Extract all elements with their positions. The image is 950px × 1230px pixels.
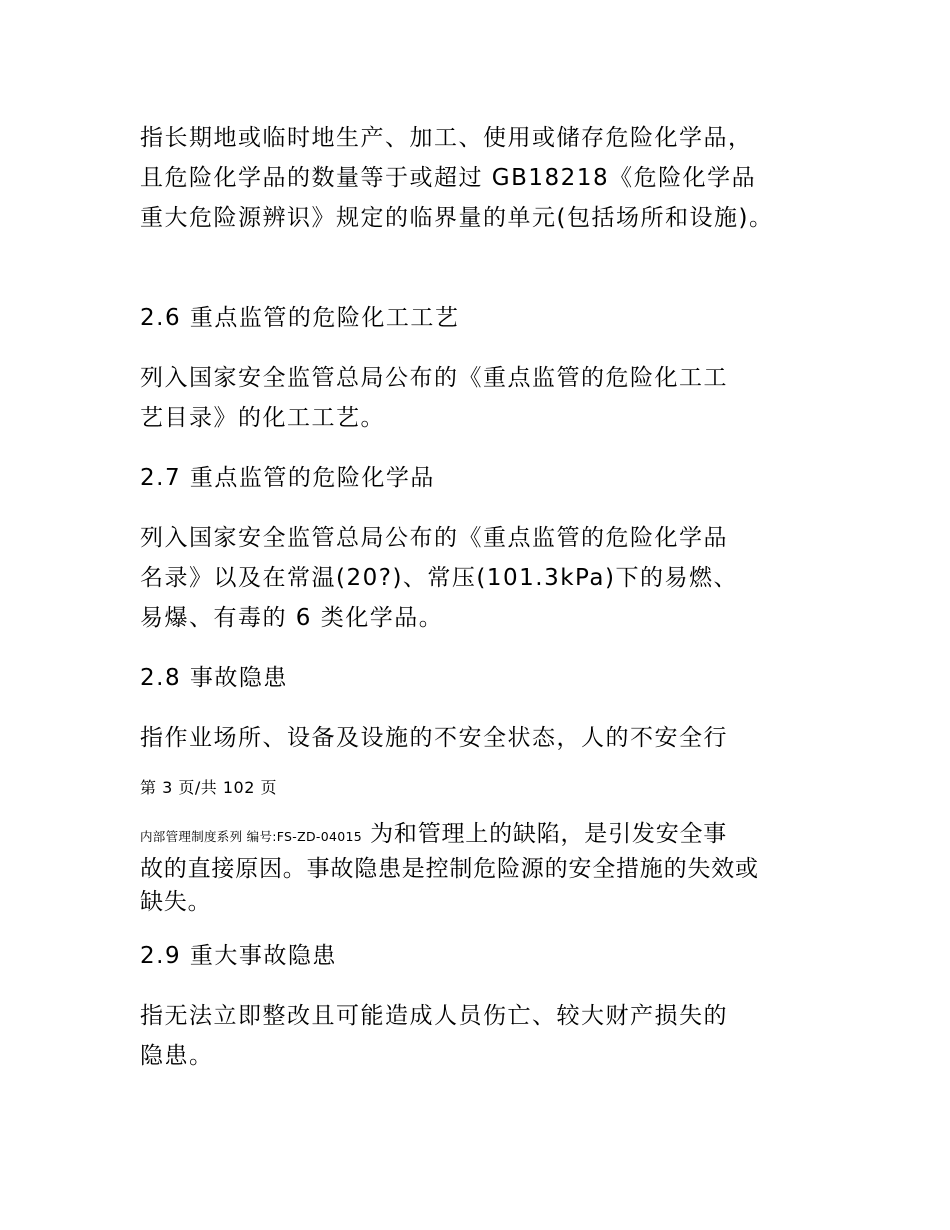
section-2-7-line-3: 易爆、有毒的 6 类化学品。 [140,605,444,631]
intro-line-2: 且危险化学品的数量等于或超过 GB18218《危险化学品 [140,165,757,191]
section-2-8-heading: 2.8 事故隐患 [140,665,288,691]
section-2-9-line-1: 指无法立即整改且可能造成人员伤亡、较大财产损失的 [140,1003,728,1029]
section-2-7-line-1: 列入国家安全监管总局公布的《重点监管的危险化学品 [140,525,728,551]
section-2-8-cont-line-2: 故的直接原因。事故隐患是控制危险源的安全措施的失效或 [140,856,759,882]
section-2-6-body [140,358,728,438]
section-2-8-cont-text-1: 为和管理上的缺陷，是引发安全事 [370,821,728,847]
section-2-6-line-2: 艺目录》的化工工艺。 [140,405,385,431]
page-footer: 第 3 页/共 102 页 [140,778,277,797]
section-2-7-heading: 2.7 重点监管的危险化学品 [140,465,435,491]
section-2-9-body [140,996,728,1076]
section-2-8-cont-line-3: 缺失。 [140,889,212,915]
section-2-7-body [140,518,738,638]
section-2-6-line-1: 列入国家安全监管总局公布的《重点监管的危险化工工 [140,365,728,391]
section-2-6-heading: 2.6 重点监管的危险化工工艺 [140,305,460,331]
section-2-8-continuation [140,818,759,919]
section-2-8-line-1: 指作业场所、设备及设施的不安全状态，人的不安全行 [140,725,728,751]
section-2-8-cont-line-1 [140,818,759,853]
intro-line-3: 重大危险源辨识》规定的临界量的单元(包括场所和设施)。 [140,205,774,231]
section-2-7-line-2: 名录》以及在常温(20?)、常压(101.3kPa)下的易燃、 [140,565,738,591]
section-2-9-line-2: 隐患。 [140,1043,214,1069]
document-series-label: 内部管理制度系列 编号:FS-ZD-04015 [140,829,362,844]
section-2-9-heading: 2.9 重大事故隐患 [140,943,337,969]
intro-paragraph [140,118,773,238]
intro-line-1: 指长期地或临时地生产、加工、使用或储存危险化学品， [140,125,753,151]
